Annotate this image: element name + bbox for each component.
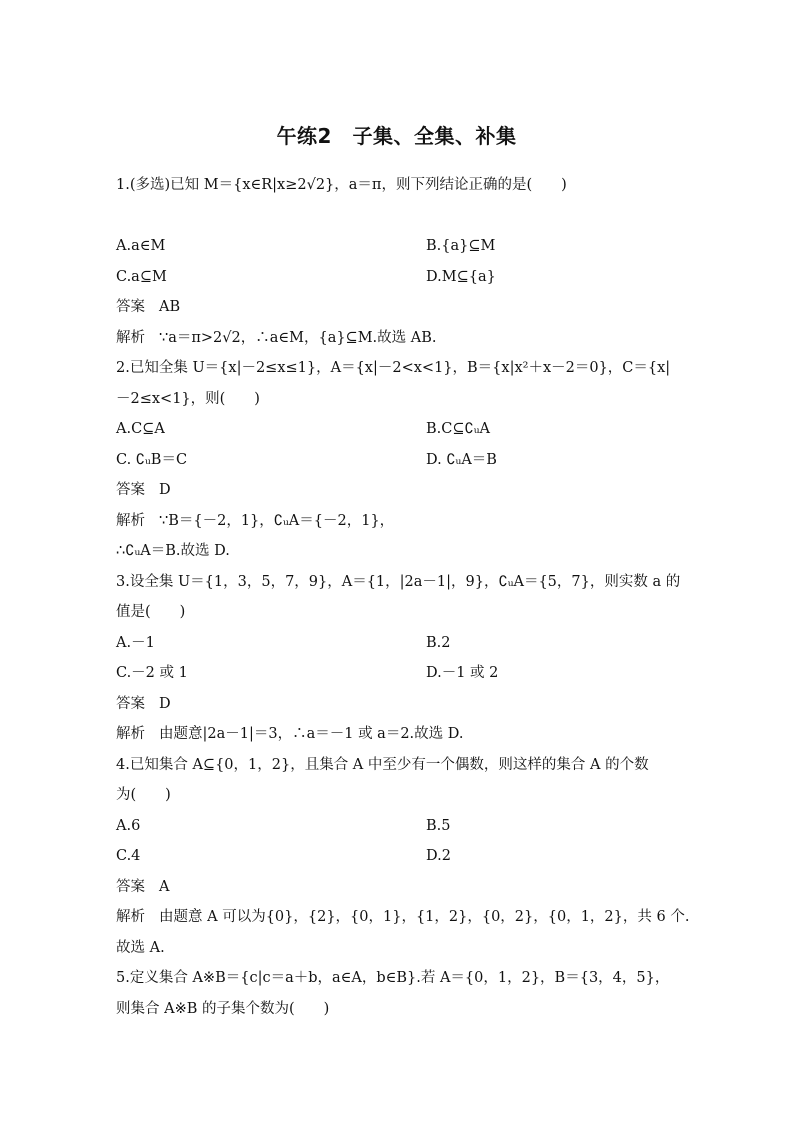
q4-options-row1 — [116, 811, 676, 842]
q1-answer-value: AB — [159, 299, 181, 315]
q5-stem-line2: 则集合 A※B 的子集个数为( ) — [116, 1000, 330, 1017]
q5-stem-line1: 5.定义集合 A※B＝{c|c＝a＋b，a∈A，b∈B}.若 A＝{0，1，2}，B＝{3，4，5}， — [116, 970, 670, 986]
q2-option-a: A.C⊆A — [116, 421, 165, 437]
q3-option-a: A.－1 — [116, 634, 155, 651]
q4-stem-line2: 为( ) — [116, 787, 171, 803]
q3-options-row2 — [116, 658, 676, 689]
q1-options-row2 — [116, 262, 676, 293]
q3-stem-line1: 3.设全集 U＝{1，3，5，7，9}，A＝{1，|2a－1|，9}，∁ᵤA＝{5，7}，则实数 a 的 — [116, 573, 681, 590]
q4-answer — [116, 872, 676, 903]
analysis-label: 解析 — [116, 512, 145, 529]
page-title: 午练2 子集、全集、补集 — [276, 124, 517, 148]
q1-analysis-text: ∵a＝π>2√2，∴a∈M，{a}⊆M.故选 AB. — [159, 329, 437, 346]
q4-analysis-line2: 故选 A. — [116, 939, 165, 956]
q4-option-a: A.6 — [116, 817, 141, 834]
q2-stem-line2: －2≤x<1}，则( ) — [116, 390, 260, 407]
q2-options-row2 — [116, 445, 676, 476]
q3-option-d: D.－1 或 2 — [426, 665, 499, 681]
q4-analysis — [116, 902, 690, 933]
answer-label: 答案 — [116, 878, 145, 895]
document-body — [116, 170, 690, 1024]
q2-answer — [116, 475, 676, 506]
q4-options-row2 — [116, 841, 676, 872]
q1-option-a: A.a∈M — [116, 238, 166, 254]
q2-analysis — [116, 506, 676, 537]
q2-options-row1 — [116, 414, 676, 445]
q4-analysis-text-line1: 由题意 A 可以为{0}，{2}，{0，1}，{1，2}，{0，2}，{0，1，2}，共 6 个. — [159, 909, 690, 925]
q2-analysis-text-line1: ∵B＝{－2，1}，∁ᵤA＝{－2，1}， — [159, 512, 395, 529]
q3-answer — [116, 689, 676, 720]
q1-answer — [116, 292, 676, 323]
q1-option-b: B.{a}⊆M — [426, 238, 496, 254]
q2-option-d: D. ∁ᵤA＝B — [426, 451, 497, 468]
q3-answer-value: D — [159, 695, 171, 712]
q4-option-d: D.2 — [426, 848, 451, 864]
q4-answer-value: A — [159, 878, 170, 895]
q2-analysis-line2: ∴∁ᵤA＝B.故选 D. — [116, 543, 230, 559]
q4-option-c: C.4 — [116, 848, 141, 864]
q3-option-b: B.2 — [426, 634, 451, 651]
spacer — [116, 201, 676, 232]
answer-label: 答案 — [116, 695, 145, 712]
answer-label: 答案 — [116, 299, 145, 315]
q1-option-d: D.M⊆{a} — [426, 268, 496, 285]
answer-label: 答案 — [116, 482, 145, 498]
analysis-label: 解析 — [116, 329, 145, 346]
q3-option-c: C.－2 或 1 — [116, 665, 188, 681]
q1-analysis — [116, 323, 676, 354]
q1-options-row1 — [116, 231, 676, 262]
q2-option-b: B.C⊆∁ᵤA — [426, 421, 490, 437]
q3-options-row1 — [116, 628, 676, 659]
q1-option-c: C.a⊆M — [116, 268, 167, 285]
q2-stem-line1: 2.已知全集 U＝{x|－2≤x≤1}，A＝{x|－2<x<1}，B＝{x|x²＋x－2＝0}，C＝{x| — [116, 360, 671, 376]
q3-analysis-text: 由题意|2a－1|＝3，∴a＝－1 或 a＝2.故选 D. — [159, 726, 464, 742]
q3-stem-line2: 值是( ) — [116, 604, 186, 620]
q2-answer-value: D — [159, 482, 171, 498]
analysis-label: 解析 — [116, 726, 145, 742]
q1-stem: 1.(多选)已知 M＝{x∈R|x≥2√2}，a＝π，则下列结论正确的是( ) — [116, 177, 567, 193]
q2-option-c: C. ∁ᵤB＝C — [116, 451, 188, 468]
q3-analysis — [116, 719, 676, 750]
analysis-label: 解析 — [116, 909, 145, 925]
q4-stem-line1: 4.已知集合 A⊆{0，1，2}，且集合 A 中至少有一个偶数，则这样的集合 A 的个数 — [116, 756, 649, 773]
q4-option-b: B.5 — [426, 817, 451, 834]
